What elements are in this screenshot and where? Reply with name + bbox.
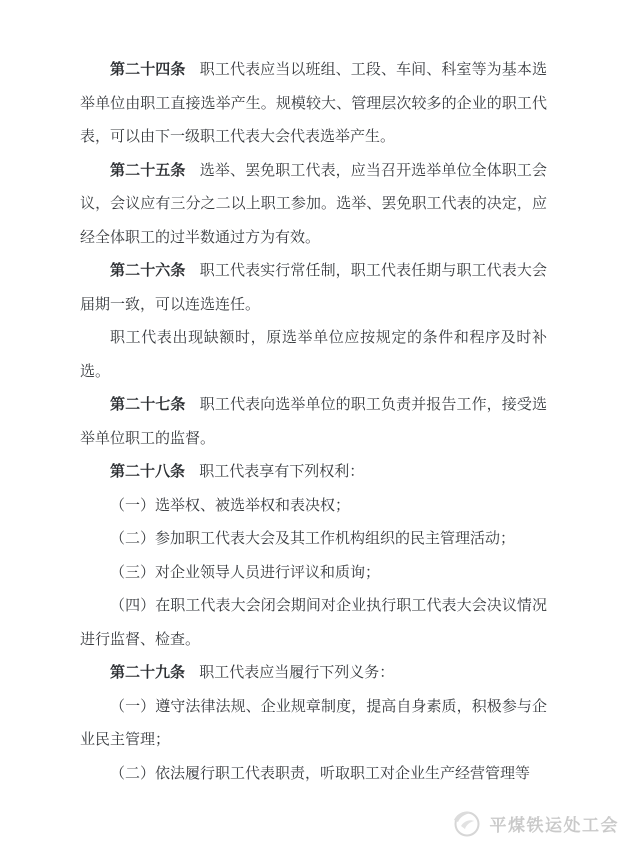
paragraph-article-29 — [80, 657, 547, 691]
paragraph-article-25 — [80, 155, 547, 256]
article-number: 第二十五条 — [110, 162, 186, 179]
watermark-text: 平煤铁运处工会 — [489, 815, 619, 835]
list-item-rights-1 — [80, 490, 547, 524]
article-number: 第二十六条 — [110, 263, 186, 279]
paragraph-text: 职工代表实行常任制，职工代表任期与职工代表大会届期一致，可以连选连任。 — [80, 263, 547, 313]
paragraph-article-24 — [80, 54, 547, 155]
watermark — [449, 806, 620, 840]
paragraph-text: 职工代表享有下列权利： — [199, 464, 365, 480]
list-item-rights-4 — [80, 590, 547, 657]
paragraph-article-26 — [80, 255, 547, 322]
paragraph-text: （三）对企业领导人员进行评议和质询； — [110, 564, 381, 581]
union-emblem-icon — [449, 806, 483, 840]
paragraph-text: 职工代表应当以班组、工段、车间、科室等为基本选举单位由职工直接选举产生。规模较大、管理层次较多的企业的职工代表，可以由下一级职工代表大会代表选举产生。 — [80, 62, 547, 145]
paragraph-text: 职工代表向选举单位的职工负责并报告工作，接受选举单位职工的监督。 — [80, 397, 547, 447]
paragraph-text: 选举、罢免职工代表，应当召开选举单位全体职工会议，会议应有三分之二以上职工参加。选举、罢免职工代表的决定，应经全体职工的过半数通过方为有效。 — [80, 162, 547, 246]
article-number: 第二十七条 — [110, 397, 186, 413]
paragraph-text: （二）依法履行职工代表职责，听取职工对企业生产经营管理等 — [110, 765, 531, 782]
paragraph-article-28 — [80, 456, 547, 490]
article-number: 第二十四条 — [110, 62, 186, 78]
paragraph-text: 职工代表出现缺额时，原选举单位应按规定的条件和程序及时补选。 — [80, 330, 547, 380]
list-item-rights-3 — [80, 557, 547, 591]
list-item-rights-2 — [80, 523, 547, 557]
paragraph-article-26-cont — [80, 322, 547, 389]
list-item-duties-2 — [80, 758, 547, 792]
paragraph-article-27 — [80, 389, 547, 456]
list-item-duties-1 — [80, 691, 547, 758]
document-body — [80, 54, 547, 791]
paragraph-text: 职工代表应当履行下列义务： — [199, 665, 395, 681]
article-number: 第二十九条 — [110, 665, 186, 681]
paragraph-text: （一）遵守法律法规、企业规章制度，提高自身素质，积极参与企业民主管理； — [80, 698, 547, 748]
paragraph-text: （二）参加职工代表大会及其工作机构组织的民主管理活动； — [110, 531, 516, 547]
paragraph-text: （四）在职工代表大会闭会期间对企业执行职工代表大会决议情况进行监督、检查。 — [80, 598, 547, 648]
article-number: 第二十八条 — [110, 464, 186, 480]
paragraph-text: （一）选举权、被选举权和表决权； — [110, 497, 351, 514]
